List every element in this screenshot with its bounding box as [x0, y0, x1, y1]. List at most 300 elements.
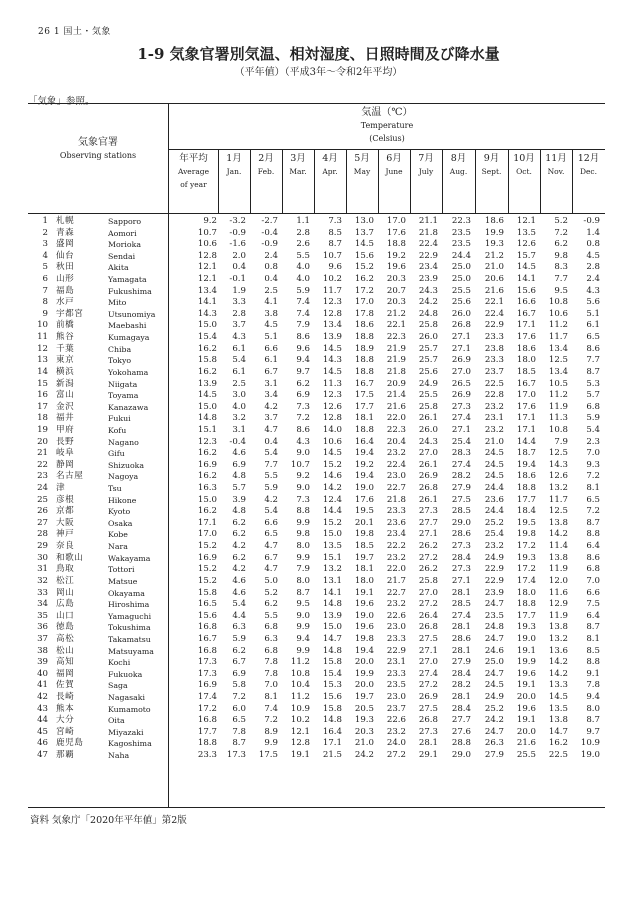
temperature-value: 15.8 — [197, 587, 217, 598]
table-row — [28, 239, 605, 251]
temperature-value: 26.1 — [418, 494, 438, 505]
temperature-value: 14.5 — [516, 262, 536, 273]
station-name-jp: 高松 — [56, 633, 75, 644]
temperature-value: 23.2 — [484, 541, 504, 552]
temperature-value: 21.7 — [386, 575, 406, 586]
temperature-value: 14.1 — [516, 274, 536, 285]
table-title: 1-9 気象官署別気温、相対湿度、日照時間及び降水量 — [137, 45, 500, 63]
stations-header — [28, 136, 168, 162]
temperature-value: 7.2 — [264, 715, 278, 726]
group-header-en1: Temperature — [360, 121, 414, 130]
temperature-value: 24.6 — [484, 645, 504, 656]
temperature-value: 13.8 — [548, 715, 568, 726]
temperature-value: 17.1 — [516, 424, 536, 435]
temperature-value: 5.2 — [554, 216, 568, 226]
temperature-value: 17.7 — [516, 494, 536, 505]
temperature-value: 19.6 — [386, 262, 406, 273]
temperature-value: 6.6 — [264, 517, 278, 528]
column-header — [572, 152, 605, 178]
temperature-value: 6.9 — [232, 459, 246, 470]
temperature-value: 16.2 — [197, 448, 217, 459]
temperature-value: 28.1 — [451, 691, 471, 702]
temperature-value: 28.2 — [451, 471, 471, 482]
temperature-value: 9.0 — [296, 448, 310, 459]
row-number: 8 — [42, 297, 48, 308]
temperature-value: -0.4 — [229, 436, 246, 447]
station-name-jp: 名古屋 — [56, 471, 84, 482]
temperature-value: 21.6 — [386, 401, 406, 412]
temperature-value: 26.2 — [418, 541, 438, 552]
temperature-value: 17.1 — [197, 517, 217, 528]
temperature-value: 3.2 — [232, 413, 246, 424]
temperature-value: 10.2 — [322, 274, 342, 285]
station-name-en: Yokohama — [108, 367, 149, 377]
temperature-value: 10.6 — [197, 239, 217, 250]
station-name-en: Niigata — [108, 379, 138, 389]
temperature-value: 23.1 — [484, 413, 504, 424]
temperature-value: 8.8 — [296, 506, 310, 517]
temperature-value: 15.6 — [354, 250, 374, 261]
table-row — [28, 274, 605, 286]
temperature-value: 17.1 — [516, 320, 536, 331]
temperature-value: 12.3 — [322, 390, 342, 401]
temperature-value: 6.2 — [232, 552, 246, 563]
temperature-value: 17.0 — [354, 297, 374, 308]
temperature-value: 11.2 — [290, 691, 310, 702]
temperature-value: 26.5 — [451, 378, 471, 389]
temperature-value: 3.7 — [232, 320, 246, 331]
temperature-value: 22.3 — [451, 216, 471, 226]
temperature-value: 18.6 — [516, 471, 536, 482]
temperature-value: 27.1 — [451, 332, 471, 343]
temperature-value: 23.7 — [386, 703, 406, 714]
column-divider — [475, 150, 476, 213]
temperature-value: 1.4 — [586, 227, 600, 238]
temperature-value: 8.6 — [296, 332, 310, 343]
station-name-en: Osaka — [108, 518, 133, 528]
row-number: 17 — [37, 401, 48, 412]
station-name-jp: 鳥取 — [56, 564, 75, 575]
group-header-jp: 気温（℃） — [361, 107, 413, 118]
temperature-value: 27.1 — [418, 645, 438, 656]
temperature-value: 19.5 — [354, 506, 374, 517]
temperature-value: 8.1 — [264, 691, 278, 702]
temperature-value: 15.0 — [197, 401, 217, 412]
temperature-value: 4.6 — [232, 575, 246, 586]
table-row — [28, 228, 605, 240]
table-row — [28, 692, 605, 704]
temperature-value: 5.2 — [264, 587, 278, 598]
temperature-value: 8.7 — [586, 715, 600, 726]
temperature-value: 17.7 — [516, 610, 536, 621]
temperature-value: 14.7 — [548, 726, 568, 737]
temperature-value: 16.7 — [197, 633, 217, 644]
temperature-value: 20.1 — [354, 517, 374, 528]
row-number: 20 — [37, 436, 48, 447]
station-name-jp: 金沢 — [56, 401, 75, 412]
temperature-value: 7.2 — [296, 413, 310, 424]
column-header-jp: 2月 — [258, 153, 274, 164]
temperature-value: 4.3 — [296, 436, 310, 447]
temperature-value: 5.4 — [264, 448, 278, 459]
temperature-value: 23.3 — [484, 355, 504, 366]
temperature-value: 27.1 — [418, 529, 438, 540]
temperature-value: 15.3 — [322, 680, 342, 691]
temperature-value: 14.4 — [322, 506, 342, 517]
temperature-value: 2.4 — [586, 274, 600, 285]
station-name-jp: 大阪 — [56, 517, 75, 528]
temperature-value: 13.4 — [197, 285, 217, 296]
temperature-value: 15.2 — [197, 575, 217, 586]
column-header-en: Sept. — [481, 167, 502, 176]
temperature-value: 8.3 — [554, 262, 568, 273]
table-row — [28, 413, 605, 425]
temperature-value: 17.0 — [386, 216, 406, 226]
station-name-jp: 甲府 — [56, 424, 75, 435]
temperature-value: 10.7 — [290, 459, 310, 470]
temperature-value: 24.5 — [484, 459, 504, 470]
temperature-value: 8.7 — [586, 622, 600, 633]
temperature-value: 15.1 — [322, 552, 342, 563]
temperature-value: 16.4 — [354, 436, 374, 447]
station-name-en: Miyazaki — [108, 727, 144, 737]
temperature-value: 4.1 — [264, 297, 278, 308]
temperature-value: 14.0 — [322, 424, 342, 435]
temperature-value: 2.0 — [232, 250, 246, 261]
temperature-value: 22.7 — [386, 587, 406, 598]
column-divider — [282, 150, 283, 213]
temperature-value: 26.9 — [451, 390, 471, 401]
temperature-value: 4.2 — [264, 401, 278, 412]
temperature-value: 12.6 — [516, 239, 536, 250]
temperature-value: 22.2 — [386, 541, 406, 552]
temperature-value: 9.9 — [264, 738, 278, 749]
station-name-jp: 宮崎 — [56, 726, 75, 737]
temperature-value: 13.8 — [548, 622, 568, 633]
temperature-value: 12.5 — [548, 355, 568, 366]
temperature-value: 24.9 — [418, 378, 438, 389]
temperature-value: 19.4 — [354, 448, 374, 459]
table-row — [28, 367, 605, 379]
temperature-value: 21.8 — [386, 494, 406, 505]
temperature-value: 8.7 — [232, 738, 246, 749]
station-name-jp: 秋田 — [56, 262, 75, 273]
temperature-value: 21.9 — [386, 343, 406, 354]
station-name-en: Sapporo — [108, 217, 142, 226]
table-row — [28, 669, 605, 681]
station-name-jp: 千葉 — [56, 343, 75, 354]
temperature-value: 19.3 — [516, 552, 536, 563]
temperature-value: 16.2 — [197, 366, 217, 377]
temperature-value: 27.0 — [418, 448, 438, 459]
temperature-value: 25.7 — [418, 343, 438, 354]
column-header-jp: 10月 — [513, 153, 535, 164]
temperature-value: 15.6 — [197, 610, 217, 621]
temperature-value: 5.9 — [296, 285, 310, 296]
temperature-value: 20.0 — [354, 657, 374, 668]
station-name-jp: 福岡 — [56, 668, 75, 679]
temperature-value: 28.5 — [451, 506, 471, 517]
temperature-value: 5.4 — [232, 599, 246, 610]
temperature-value: 6.2 — [232, 645, 246, 656]
temperature-value: 23.6 — [386, 517, 406, 528]
temperature-value: 19.9 — [516, 657, 536, 668]
temperature-value: 6.1 — [586, 320, 600, 331]
temperature-value: 7.9 — [296, 320, 310, 331]
temperature-value: 28.6 — [451, 633, 471, 644]
column-header — [314, 152, 346, 178]
temperature-value: 7.4 — [296, 308, 310, 319]
temperature-value: 10.5 — [548, 378, 568, 389]
temperature-value: 26.3 — [484, 738, 504, 749]
row-number: 3 — [42, 239, 48, 250]
temperature-value: 6.2 — [554, 239, 568, 250]
temperature-value: 23.2 — [386, 599, 406, 610]
temperature-value: 14.8 — [322, 715, 342, 726]
row-number: 11 — [37, 332, 48, 343]
temperature-value: 11.9 — [548, 564, 568, 575]
temperature-value: 21.2 — [386, 308, 406, 319]
temperature-value: 18.8 — [354, 355, 374, 366]
station-name-en: Utsunomiya — [108, 309, 156, 319]
temperature-value: 19.3 — [354, 715, 374, 726]
temperature-value: 9.2 — [296, 471, 310, 482]
temperature-value: 8.7 — [586, 366, 600, 377]
row-number: 9 — [42, 308, 48, 319]
temperature-value: 4.7 — [264, 541, 278, 552]
station-name-en: Tsu — [108, 484, 122, 494]
column-header-jp: 1月 — [226, 153, 242, 164]
temperature-value: 14.1 — [197, 297, 217, 308]
row-number: 45 — [37, 726, 48, 737]
temperature-value: 12.1 — [197, 262, 217, 273]
temperature-value: 14.8 — [322, 645, 342, 656]
temperature-value: 27.9 — [484, 750, 504, 761]
column-header-en: Feb. — [257, 167, 275, 176]
temperature-value: 9.9 — [296, 622, 310, 633]
temperature-value: 18.5 — [516, 366, 536, 377]
row-number: 22 — [37, 459, 48, 470]
table-row — [28, 495, 605, 507]
table-row — [28, 297, 605, 309]
station-name-jp: 徳島 — [56, 622, 75, 633]
temperature-value: 7.0 — [586, 448, 600, 459]
temperature-value: 1.9 — [232, 285, 246, 296]
temperature-value: 16.4 — [322, 726, 342, 737]
temperature-value: 21.2 — [484, 250, 504, 261]
table-row — [28, 425, 605, 437]
temperature-value: 17.8 — [354, 308, 374, 319]
running-head: 26 1 国土・気象 — [38, 27, 111, 37]
temperature-value: 16.9 — [197, 459, 217, 470]
temperature-value: 15.0 — [197, 494, 217, 505]
temperature-value: 21.6 — [484, 285, 504, 296]
temperature-value: 13.4 — [548, 343, 568, 354]
temperature-value: 14.2 — [322, 483, 342, 494]
table-row — [28, 379, 605, 391]
temperature-value: 27.5 — [418, 633, 438, 644]
temperature-value: 18.1 — [354, 413, 374, 424]
temperature-value: 20.0 — [516, 726, 536, 737]
temperature-value: 12.0 — [548, 575, 568, 586]
temperature-value: 14.5 — [354, 239, 374, 250]
row-number: 10 — [37, 320, 48, 331]
temperature-value: 5.1 — [586, 308, 600, 319]
temperature-value: 26.0 — [418, 332, 438, 343]
table-row — [28, 251, 605, 263]
station-name-en: Wakayama — [108, 553, 151, 563]
temperature-value: 4.4 — [232, 610, 246, 621]
temperature-value: 16.2 — [197, 506, 217, 517]
table-body — [28, 216, 605, 762]
temperature-value: 5.3 — [586, 378, 600, 389]
station-name-jp: 水戸 — [56, 297, 75, 308]
temperature-value: 6.8 — [586, 564, 600, 575]
temperature-value: 6.9 — [232, 668, 246, 679]
station-name-jp: 那覇 — [56, 750, 75, 761]
temperature-value: 13.8 — [548, 517, 568, 528]
temperature-value: 23.2 — [484, 424, 504, 435]
temperature-value: 17.6 — [516, 401, 536, 412]
temperature-value: 25.5 — [451, 285, 471, 296]
station-name-en: Fukuoka — [108, 669, 143, 679]
temperature-value: -3.2 — [229, 216, 246, 226]
station-name-jp: 広島 — [56, 599, 75, 610]
column-header-jp: 12月 — [577, 153, 600, 164]
column-divider — [314, 150, 315, 213]
table-row — [28, 611, 605, 623]
temperature-value: 15.2 — [197, 541, 217, 552]
table-row — [28, 680, 605, 692]
column-header — [475, 152, 508, 178]
temperature-value: 24.3 — [418, 436, 438, 447]
temperature-value: 23.0 — [386, 691, 406, 702]
temperature-value: 9.4 — [586, 691, 600, 702]
temperature-value: 19.6 — [516, 668, 536, 679]
temperature-value: 11.6 — [548, 587, 568, 598]
temperature-value: -0.9 — [261, 239, 278, 250]
stations-header-jp: 気象官署 — [78, 137, 118, 148]
temperature-value: 18.7 — [516, 448, 536, 459]
temperature-value: 8.6 — [586, 552, 600, 563]
temperature-value: 24.5 — [484, 680, 504, 691]
temperature-value: 5.5 — [264, 610, 278, 621]
station-name-en: Hikone — [108, 495, 137, 505]
station-name-en: Naha — [108, 751, 130, 761]
temperature-value: 5.6 — [586, 297, 600, 308]
temperature-value: 19.1 — [290, 750, 310, 761]
temperature-value: 18.0 — [516, 355, 536, 366]
temperature-value: 6.5 — [586, 494, 600, 505]
temperature-value: 12.3 — [197, 436, 217, 447]
column-header-jp: 9月 — [483, 153, 500, 164]
row-number: 29 — [37, 541, 48, 552]
column-header-en2: of year — [180, 180, 207, 189]
temperature-value: 19.9 — [484, 227, 504, 238]
temperature-value: 17.0 — [197, 529, 217, 540]
table-row — [28, 634, 605, 646]
column-header-jp: 6月 — [386, 153, 402, 164]
temperature-value: 13.9 — [197, 378, 217, 389]
temperature-value: 25.0 — [451, 262, 471, 273]
table-subtitle: （平年値）（平成3年～令和2年平均） — [234, 67, 403, 78]
row-number: 46 — [37, 738, 48, 749]
row-number: 19 — [37, 424, 48, 435]
station-name-en: Takamatsu — [108, 634, 151, 644]
station-name-en: Kumamoto — [108, 704, 151, 714]
temperature-value: 22.4 — [484, 308, 504, 319]
temperature-value: 24.7 — [484, 633, 504, 644]
temperature-value: 12.5 — [548, 506, 568, 517]
temperature-value: 25.4 — [484, 529, 504, 540]
temperature-value: 11.2 — [290, 657, 310, 668]
temperature-value: 12.1 — [290, 726, 310, 737]
station-name-en: Oita — [108, 716, 125, 726]
temperature-value: 17.2 — [516, 541, 536, 552]
temperature-value: 2.8 — [232, 308, 246, 319]
table-row — [28, 437, 605, 449]
temperature-value: 20.4 — [386, 436, 406, 447]
temperature-value: 24.2 — [418, 297, 438, 308]
temperature-value: 6.4 — [586, 610, 600, 621]
temperature-value: 13.4 — [548, 366, 568, 377]
row-number: 13 — [37, 355, 48, 366]
temperature-value: 9.5 — [554, 285, 568, 296]
column-header-en: Dec. — [579, 167, 598, 176]
temperature-value: 12.6 — [548, 471, 568, 482]
table-row — [28, 599, 605, 611]
temperature-value: 25.5 — [516, 750, 536, 761]
temperature-value: 19.6 — [354, 622, 374, 633]
temperature-value: 8.6 — [586, 343, 600, 354]
temperature-value: 19.1 — [516, 715, 536, 726]
temperature-value: 3.7 — [264, 413, 278, 424]
station-name-en: Nagano — [108, 437, 139, 447]
temperature-value: 13.8 — [548, 552, 568, 563]
station-name-en: Kochi — [108, 658, 131, 668]
temperature-value: 21.1 — [418, 216, 438, 226]
temperature-value: 6.6 — [586, 587, 600, 598]
temperature-value: 23.2 — [386, 552, 406, 563]
row-number: 47 — [37, 750, 48, 761]
row-number: 7 — [42, 285, 48, 296]
temperature-value: 13.2 — [322, 564, 342, 575]
temperature-value: 9.8 — [554, 250, 568, 261]
temperature-value: 15.8 — [322, 657, 342, 668]
temperature-value: 27.4 — [418, 668, 438, 679]
temperature-value: 19.2 — [354, 459, 374, 470]
temperature-value: 7.3 — [296, 494, 310, 505]
row-number: 16 — [37, 390, 48, 401]
temperature-value: 6.2 — [232, 517, 246, 528]
station-name-en: Tottori — [108, 565, 135, 575]
temperature-value: 15.0 — [197, 320, 217, 331]
temperature-value: 19.6 — [516, 703, 536, 714]
temperature-value: 12.5 — [548, 448, 568, 459]
temperature-value: 13.0 — [354, 216, 374, 226]
temperature-value: 6.5 — [586, 332, 600, 343]
temperature-value: 11.2 — [548, 320, 568, 331]
temperature-value: 6.2 — [264, 599, 278, 610]
station-name-jp: 神戸 — [56, 529, 75, 540]
temperature-value: 27.9 — [451, 657, 471, 668]
temperature-value: 9.5 — [296, 599, 310, 610]
temperature-value: 12.8 — [322, 413, 342, 424]
table-row — [28, 738, 605, 750]
temperature-value: 7.7 — [586, 355, 600, 366]
temperature-value: 3.1 — [264, 378, 278, 389]
temperature-value: 24.5 — [484, 448, 504, 459]
